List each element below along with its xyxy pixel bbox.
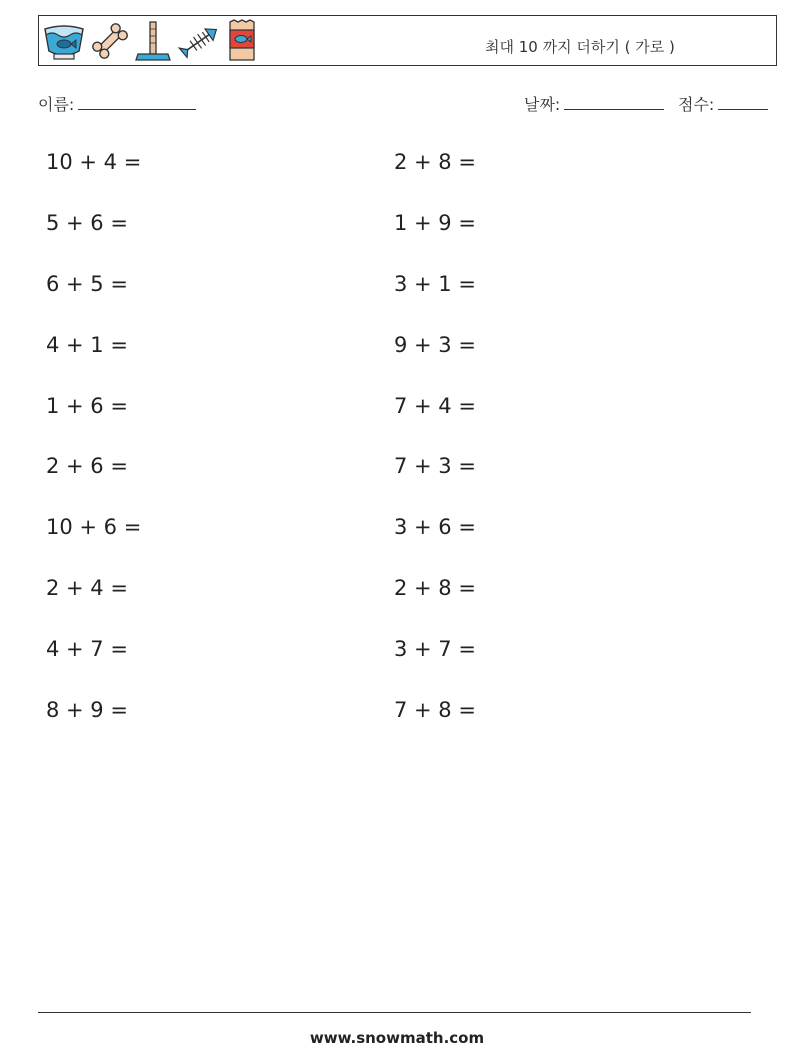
problem-right-1: 2 + 8 = — [394, 150, 476, 174]
problem-right-3: 3 + 1 = — [394, 272, 476, 296]
problem-left-2: 5 + 6 = — [46, 211, 128, 235]
score-blank[interactable] — [718, 94, 768, 110]
footer-url[interactable]: www.snowmath.com — [309, 1029, 485, 1047]
fish-bowl-icon — [42, 21, 86, 61]
problem-left-3: 6 + 5 = — [46, 272, 128, 296]
scratching-post-icon — [134, 19, 174, 63]
bone-icon — [90, 21, 130, 61]
date-label: 날짜: — [524, 95, 561, 114]
name-field — [38, 92, 196, 115]
problem-left-10: 8 + 9 = — [46, 698, 128, 722]
problem-right-7: 3 + 6 = — [394, 515, 476, 539]
header-icons — [42, 19, 262, 63]
footer-divider — [38, 1012, 751, 1013]
problem-right-2: 1 + 9 = — [394, 211, 476, 235]
date-field — [524, 92, 664, 115]
problem-left-7: 10 + 6 = — [46, 515, 142, 539]
problem-right-8: 2 + 8 = — [394, 576, 476, 600]
problem-left-4: 4 + 1 = — [46, 333, 128, 357]
name-label: 이름: — [38, 95, 75, 114]
problem-left-9: 4 + 7 = — [46, 637, 128, 661]
fish-skeleton-icon — [178, 21, 222, 61]
problem-left-1: 10 + 4 = — [46, 150, 142, 174]
worksheet-header — [38, 15, 777, 66]
problem-left-6: 2 + 6 = — [46, 454, 128, 478]
problem-right-4: 9 + 3 = — [394, 333, 476, 357]
name-blank[interactable] — [78, 94, 196, 110]
problem-right-9: 3 + 7 = — [394, 637, 476, 661]
problem-right-10: 7 + 8 = — [394, 698, 476, 722]
problem-right-5: 7 + 4 = — [394, 394, 476, 418]
fish-food-bag-icon — [226, 18, 258, 64]
worksheet-title: 최대 10 까지 더하기 ( 가로 ) — [485, 38, 675, 56]
problem-right-6: 7 + 3 = — [394, 454, 476, 478]
score-label: 점수: — [678, 95, 715, 114]
problem-left-5: 1 + 6 = — [46, 394, 128, 418]
score-field — [678, 92, 768, 115]
date-blank[interactable] — [564, 94, 664, 110]
problem-left-8: 2 + 4 = — [46, 576, 128, 600]
